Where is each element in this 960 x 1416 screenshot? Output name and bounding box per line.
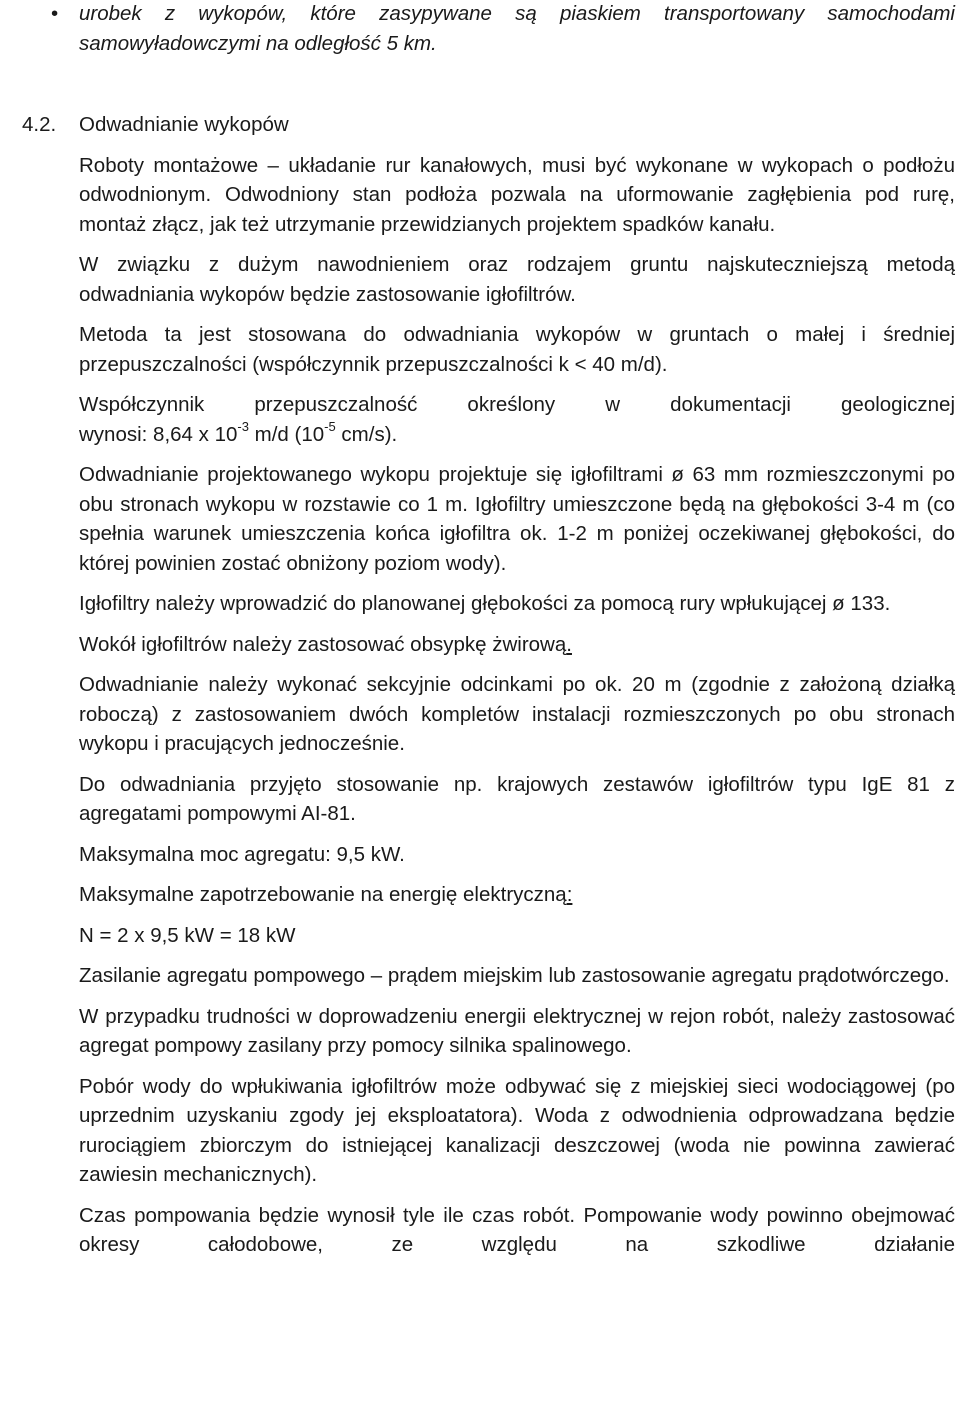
- paragraph-7-end: .: [566, 632, 572, 656]
- section-title: Odwadnianie wykopów: [79, 113, 289, 136]
- paragraph-7-text: Wokół igłofiltrów należy zastosować obsypkę żwirową: [79, 632, 567, 656]
- section-heading: [22, 110, 955, 140]
- paragraph-16: Czas pompowania będzie wynosił tyle ile czas robót. Pompowanie wody powinno obejmować okresy całodobowe, ze względu na szkodliwe działanie: [79, 1203, 955, 1256]
- bullet-item: [51, 0, 955, 58]
- paragraph-8: Odwadnianie należy wykonać sekcyjnie odcinkami po ok. 20 m (zgodnie z założoną działką roboczą) z zastosowaniem dwóch kompletów instalacji rozmieszczonych po obu stronach wykopu i pracujących jednocześnie.: [79, 673, 955, 755]
- section-number: 4.2.: [22, 113, 57, 136]
- paragraph-4-line1: Współczynnik przepuszczalność określony w dokumentacji geologicznej: [79, 393, 955, 416]
- paragraph-11: [79, 880, 955, 910]
- bullet-icon: •: [51, 2, 59, 25]
- exponent-1: -3: [237, 418, 249, 434]
- paragraph-4-prefix: wynosi: 8,64 x 10: [79, 422, 238, 446]
- paragraph-6: Igłofiltry należy wprowadzić do planowanej głębokości za pomocą rury wpłukującej ø 133.: [79, 592, 891, 615]
- paragraph-13: Zasilanie agregatu pompowego – prądem miejskim lub zastosowanie agregatu prądotwórczego.: [79, 964, 950, 987]
- exponent-2: -5: [324, 418, 336, 434]
- paragraph-4-suffix: cm/s).: [335, 422, 398, 446]
- paragraph-5: Odwadnianie projektowanego wykopu projektuje się igłofiltrami ø 63 mm rozmieszczonymi po obu stronach wykopu w rozstawie co 1 m. Igłofiltry umieszczone będą na głębokości 3-4 m (co spełnia warunek umieszczenia końca igłofiltra ok. 1-2 m poniżej oczekiwanej głębokości, do której powinien zostać obniżony poziom wody).: [79, 463, 955, 575]
- bullet-text: urobek z wykopów, które zasypywane są piaskiem transportowany samochodami samowyładowczymi na odległość 5 km.: [79, 2, 955, 55]
- paragraph-4-mid: m/d (10: [248, 422, 325, 446]
- paragraph-10: Maksymalna moc agregatu: 9,5 kW.: [79, 842, 405, 866]
- paragraph-12: N = 2 x 9,5 kW = 18 kW: [79, 923, 296, 947]
- paragraph-14: W przypadku trudności w doprowadzeniu energii elektrycznej w rejon robót, należy zastosować agregat pompowy zasilany przy pomocy silnika spalinowego.: [79, 1004, 955, 1057]
- paragraph-11-end: :: [566, 883, 573, 906]
- paragraph-15: Pobór wody do wpłukiwania igłofiltrów może odbywać się z miejskiej sieci wodociągowej (po uprzednim uzyskaniu zgody jej eksploatatora). Woda z odwodnienia odprowadzana będzie rurociągiem zbiorczym do istniejącej kanalizacji deszczowej (woda nie powinna zawierać zawiesin mechanicznych).: [79, 1074, 955, 1186]
- paragraph-7: [79, 630, 955, 660]
- paragraph-11-text: Maksymalne zapotrzebowanie na energię elektryczną: [79, 883, 567, 906]
- paragraph-2: W związku z dużym nawodnieniem oraz rodzajem gruntu najskuteczniejszą metodą odwadniania wykopów będzie zastosowanie igłofiltrów.: [79, 253, 955, 306]
- paragraph-4: [79, 390, 955, 449]
- paragraph-9: Do odwadniania przyjęto stosowanie np. krajowych zestawów igłofiltrów typu IgE 81 z agregatami pompowymi AI-81.: [79, 772, 955, 825]
- paragraph-1: Roboty montażowe – układanie rur kanałowych, musi być wykonane w wykopach o podłożu odwodnionym. Odwodniony stan podłoża pozwala na uformowanie zagłębienia pod rurę, montaż złącz, jak też utrzymanie przewidzianych projektem spadków kanału.: [79, 153, 955, 236]
- document-page: [22, 0, 955, 1260]
- paragraph-3: Metoda ta jest stosowana do odwadniania wykopów w gruntach o małej i średniej przepuszczalności (współczynnik przepuszczalności k < 40 m/d).: [79, 323, 955, 376]
